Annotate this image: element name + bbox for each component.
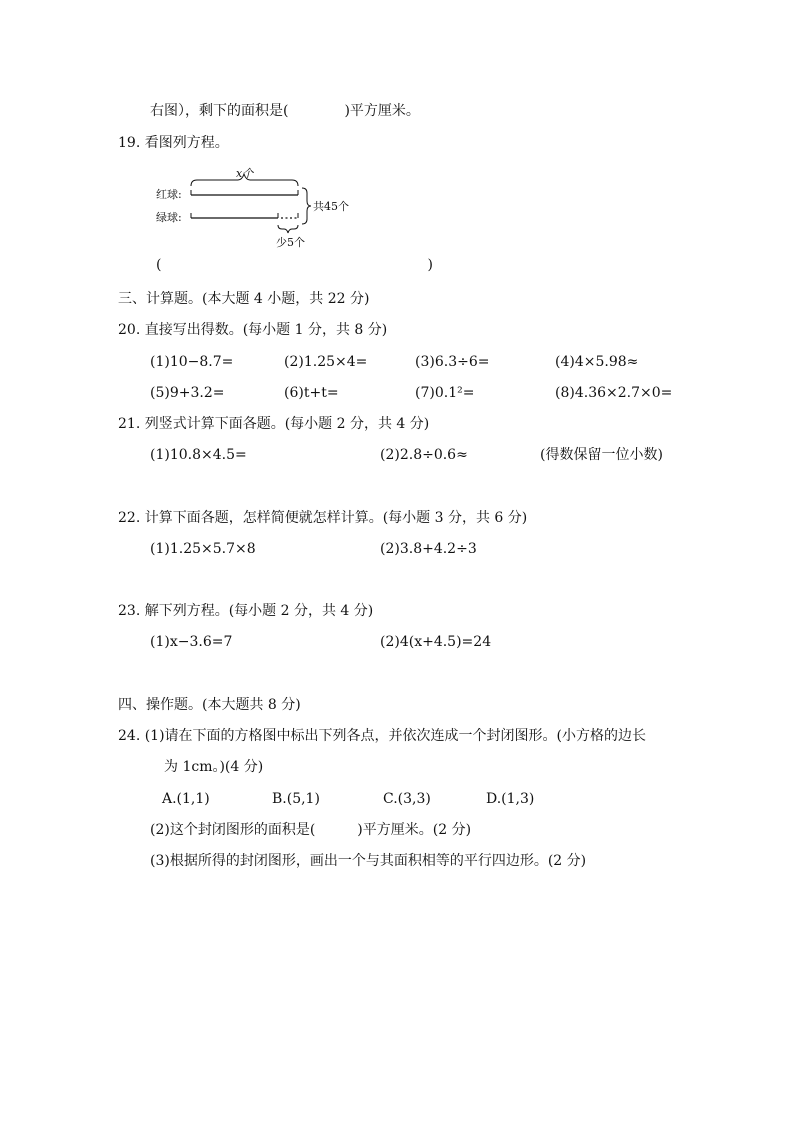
q24-point: B.(5,1) [272, 791, 320, 807]
q20-item: (7)0.1²= [415, 385, 475, 401]
q24-part2: (2)这个封闭图形的面积是( )平方厘米。(2 分) [150, 822, 472, 838]
q22-title: 22. 计算下面各题，怎样简便就怎样计算。(每小题 3 分，共 6 分) [118, 510, 528, 526]
less-label: 少5个 [276, 236, 305, 249]
section-4-heading: 四、操作题。(本大题共 8 分) [118, 697, 301, 713]
red-label: 红球: [156, 188, 182, 201]
q24-point: C.(3,3) [383, 791, 431, 807]
q20-title: 20. 直接写出得数。(每小题 1 分，共 8 分) [118, 322, 388, 338]
q20-item: (4)4×5.98≈ [555, 354, 639, 370]
q20-item: (5)9+3.2= [150, 385, 225, 401]
q23-item: (1)x−3.6=7 [150, 634, 233, 650]
x-label: x个 [236, 167, 254, 180]
q20-item: (1)10−8.7= [150, 354, 234, 370]
total-label: 共45个 [313, 200, 349, 213]
q24-part3: (3)根据所得的封闭图形，画出一个与其面积相等的平行四边形。(2 分) [150, 853, 587, 869]
section-3-heading: 三、计算题。(本大题 4 小题，共 22 分) [118, 291, 370, 307]
q22-item: (2)3.8+4.2÷3 [380, 541, 477, 557]
bottom-brace [278, 225, 298, 233]
q20-item: (6)t+t= [284, 385, 339, 401]
q23-item: (2)4(x+4.5)=24 [380, 634, 492, 650]
q21-title: 21. 列竖式计算下面各题。(每小题 2 分，共 4 分) [118, 416, 430, 432]
q21-item: (1)10.8×4.5= [150, 447, 247, 463]
q20-item: (8)4.36×2.7×0= [555, 385, 673, 401]
q20-item: (3)6.3÷6= [415, 354, 490, 370]
green-label: 绿球: [156, 211, 182, 224]
q24-point: A.(1,1) [162, 791, 210, 807]
ball-diagram [150, 162, 380, 254]
ball-diagram-svg [150, 162, 380, 254]
q23-title: 23. 解下列方程。(每小题 2 分，共 4 分) [118, 603, 374, 619]
q20-item: (2)1.25×4= [284, 354, 368, 370]
q19-title: 19. 看图列方程。 [118, 135, 229, 151]
q24-part1-cont: 为 1cm。)(4 分) [164, 759, 264, 775]
right-brace [302, 188, 311, 224]
q18-continuation: 右图），剩下的面积是( )平方厘米。 [150, 103, 420, 119]
q22-item: (1)1.25×5.7×8 [150, 541, 256, 557]
q21-item: (2)2.8÷0.6≈ [380, 447, 468, 463]
q24-point: D.(1,3) [486, 791, 535, 807]
q24-part1: 24. (1)请在下面的方格图中标出下列各点，并依次连成一个封闭图形。(小方格的边长 [118, 728, 647, 744]
top-brace [191, 174, 298, 186]
q19-answer-blank[interactable]: ( ) [156, 257, 433, 273]
q21-note: (得数保留一位小数) [540, 447, 663, 463]
